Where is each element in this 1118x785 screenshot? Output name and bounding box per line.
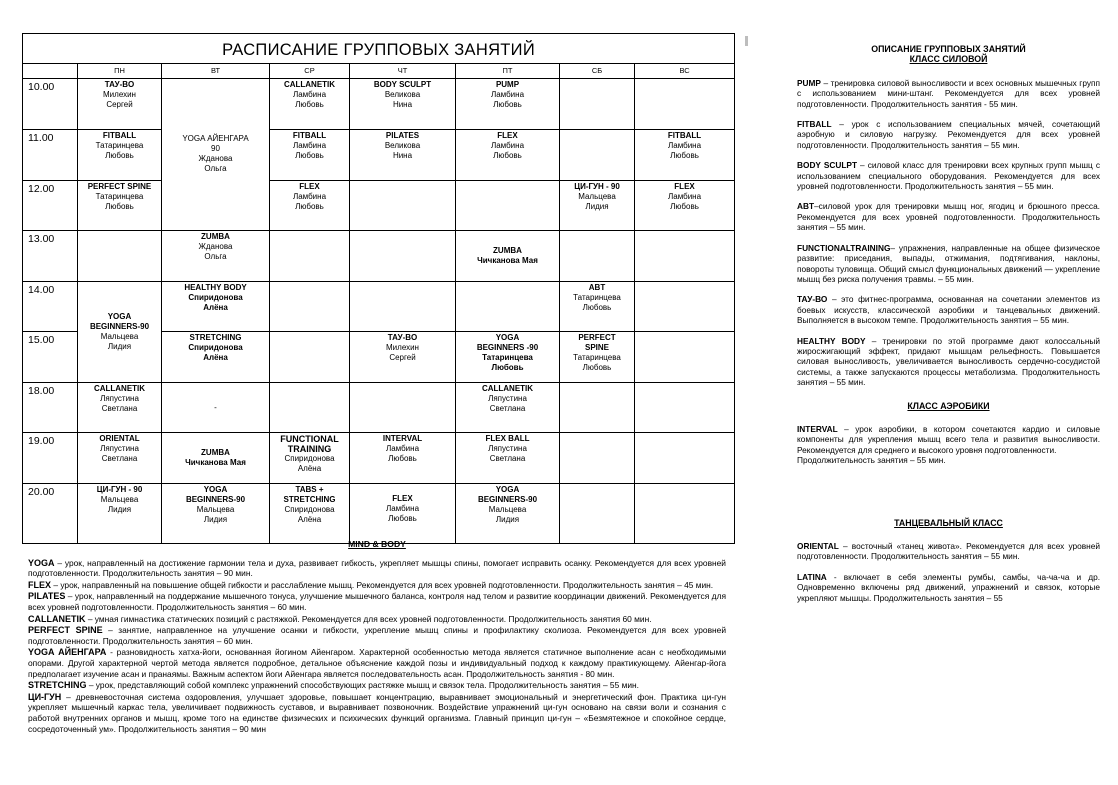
- class-cell: [560, 180, 635, 231]
- class-cell: [162, 484, 270, 544]
- empty-cell: [560, 484, 635, 544]
- class-name: YOGA: [107, 311, 132, 321]
- empty-cell: [635, 231, 735, 282]
- class-name: PILATES: [385, 131, 420, 140]
- empty-cell: [270, 281, 350, 332]
- trainer-line: Любовь: [388, 454, 417, 464]
- class-description: [28, 591, 726, 612]
- desc-text: –силовой урок для тренировки мышц ног, ягодиц и брюшного пресса. Рекомендуется для всех уровней подготовленности. Продолжительность занятия – 55 мин.: [797, 201, 1100, 233]
- class-cell: [78, 382, 162, 433]
- class-cell: [78, 180, 162, 231]
- class-description: [797, 78, 1100, 109]
- time-cell: 10.00: [23, 79, 78, 130]
- day-header: ПТ: [456, 63, 560, 78]
- class-name: HEALTHY BODY: [184, 282, 247, 292]
- day-header: СБ: [560, 63, 635, 78]
- trainer-line: Алёна: [297, 464, 322, 474]
- class-cell: [560, 332, 635, 383]
- trainer-line: Лидия: [107, 341, 132, 351]
- trainer-line: Мальцева: [100, 495, 139, 505]
- trainer-line: Светлана: [101, 454, 138, 464]
- trainer-line: Сергей: [389, 353, 416, 363]
- trainer-line: Светлана: [101, 403, 138, 413]
- class-cell: [78, 130, 162, 181]
- trainer-line: Любовь: [582, 302, 612, 312]
- trainer-line: Мальцева: [196, 505, 235, 515]
- trainer-line: Алёна: [297, 515, 322, 525]
- empty-cell: [270, 382, 350, 433]
- desc-text: – урок, направленный на поддержание мышечного тонуса, улучшение мышечного баланса, контроля над телом и развитие координации движений. Рекомендуется для всех уровней подготовленности. Продолжительность занятия – 60 мин.: [28, 591, 726, 612]
- class-name: ТАУ-BO: [387, 333, 418, 343]
- trainer-line: Ляпустина: [488, 393, 527, 403]
- mind-body-section: [28, 539, 726, 735]
- desc-class-name: BODY SCULPT: [797, 160, 858, 171]
- class-description: [797, 541, 1100, 562]
- class-cell: [350, 130, 456, 181]
- class-cell: [350, 484, 456, 544]
- class-cell: [78, 484, 162, 544]
- class-description: [28, 614, 726, 625]
- class-name-2: BEGINNERS-90: [89, 321, 150, 331]
- trainer-line: Татаринцева: [482, 353, 533, 363]
- day-header: ВТ: [162, 63, 270, 78]
- desc-text: – урок, представляющий собой комплекс упражнений способствующих растяжке мышц и связок тела. Продолжительность занятия – 55 мин.: [86, 680, 639, 691]
- description-title: ОПИСАНИЕ ГРУППОВЫХ ЗАНЯТИЙ: [871, 44, 1026, 54]
- class-description: [797, 201, 1100, 232]
- trainer-line: Любовь: [493, 151, 522, 160]
- class-name-2: BEGINNERS-90: [185, 495, 246, 505]
- class-cell: [270, 130, 350, 181]
- trainer-line: Ляпустина: [100, 444, 139, 454]
- desc-class-name: FLEX: [28, 579, 52, 590]
- desc-class-name: PERFECT SPINE: [28, 625, 103, 636]
- class-cell: [162, 332, 270, 383]
- empty-cell: [560, 130, 635, 181]
- desc-class-name: ТАУ-ВО: [797, 294, 828, 305]
- empty-cell: [270, 332, 350, 383]
- trainer-line: Светлана: [489, 403, 526, 413]
- empty-cell: [456, 281, 560, 332]
- time-cell: 20.00: [23, 484, 78, 544]
- trainer-line: Татаринцева: [573, 292, 621, 302]
- trainer-line: Ляпустина: [488, 444, 527, 454]
- trainer-line: Ляпустина: [100, 393, 139, 403]
- class-name-2: BEGINNERS-90: [477, 495, 538, 505]
- desc-text: – урок, направленный на достижение гармонии тела и духа, развивает гибкость, укрепляет мышцы спины, помогает исправить осанку. Рекомендуется для всех уровней подготовленности. Продолжительность занятия – 90 мин.: [28, 557, 726, 579]
- class-description: [797, 243, 1100, 285]
- class-name: FLEX: [674, 181, 695, 191]
- trainer-line: Милехин: [386, 343, 419, 353]
- class-description: [797, 336, 1100, 388]
- trainer-line: Чичканова Мая: [477, 255, 538, 265]
- day-header: ВС: [635, 63, 735, 78]
- trainer-line: Великова: [384, 90, 421, 100]
- class-name: ORIENTAL: [99, 434, 140, 444]
- class-description: [797, 119, 1100, 150]
- trainer-line: Любовь: [295, 201, 324, 211]
- class-cell: [456, 231, 560, 282]
- trainer-line: Ламбина: [292, 141, 327, 150]
- trainer-line: Спиридонова: [284, 454, 335, 464]
- class-name: PUMP: [495, 80, 520, 90]
- trainer-line: Милехин: [103, 90, 136, 100]
- trainer-line: Ламбина: [385, 504, 420, 514]
- desc-duration: Продолжительность занятия – 55 мин.: [797, 455, 946, 466]
- class-name: FITBALL: [667, 131, 702, 140]
- time-cell: 11.00: [23, 130, 78, 181]
- class-cell: [78, 433, 162, 484]
- empty-cell: [635, 79, 735, 130]
- trainer-line: Спиридонова: [188, 292, 243, 302]
- desc-class-name: HEALTHY BODY: [797, 335, 866, 346]
- trainer-line: Лидия: [495, 515, 520, 525]
- class-cell: [270, 484, 350, 544]
- desc-class-name: ЦИ-ГУН: [28, 691, 62, 702]
- desc-text: – древневосточная система оздоровления, улучшает здоровье, повышает концентрацию, выравнивает эмоциональный и энергетический фон. Практика ци-гун укрепляет мышечный каркас тела, увеличивает подвижность суставов, и выравнивает позвоночник. Воздействие упражнений ци-гун основано на связи воли и сознания с работой внутренних органов и мышц, кроме того на единстве физических и психических функций организма. Главный принцип ци-гун – «Безмятежное и спокойное сердце, сосредоточенный ум». Продолжительность занятия – 90 мин: [28, 691, 726, 734]
- dance-class-title: ТАНЦЕВАЛЬНЫЙ КЛАСС: [894, 517, 1003, 528]
- trainer-line: Сергей: [106, 100, 133, 110]
- empty-cell: [635, 382, 735, 433]
- desc-class-name: FITBALL: [797, 119, 832, 130]
- empty-cell: [560, 382, 635, 433]
- class-cell: [162, 281, 270, 332]
- desc-text: – упражнения, направленные на общее физическое развитие: приседания, выпады, отжимания, подтягивания, наклоны, повороты туловища. Общий смысл функциональных движений — укрепление мышц без риска получения травмы. – 55 мин.: [797, 242, 1100, 284]
- class-cell: [350, 433, 456, 484]
- class-name-2: STRETCHING: [283, 495, 336, 505]
- class-description: [797, 294, 1100, 325]
- aerobic-class-title: КЛАСС АЭРОБИКИ: [907, 400, 990, 411]
- trainer-line: Великова: [384, 141, 421, 150]
- class-name: YOGA: [495, 485, 520, 495]
- class-name: ZUMBA: [201, 232, 230, 242]
- trainer-line: Жданова: [198, 242, 233, 252]
- trainer-line: Любовь: [493, 100, 522, 110]
- trainer-line: Татаринцева: [573, 353, 621, 363]
- class-name: ZUMBA: [493, 245, 522, 255]
- class-name: YOGA: [495, 333, 520, 343]
- trainer-line: Ламбина: [668, 141, 702, 150]
- desc-class-name: PILATES: [28, 591, 66, 602]
- time-cell: 13.00: [23, 231, 78, 282]
- class-cell: [270, 180, 350, 231]
- empty-cell: [350, 281, 456, 332]
- trainer-line: Ольга: [204, 252, 227, 262]
- class-name: FLEX BALL: [485, 434, 530, 444]
- class-name: TABS +: [295, 485, 324, 495]
- trainer-line: Нина: [392, 151, 413, 160]
- schedule-table: [22, 33, 735, 544]
- trainer-line: Мальцева: [578, 191, 616, 201]
- empty-cell: [635, 281, 735, 332]
- class-description: [28, 680, 726, 691]
- strength-class-title: КЛАСС СИЛОВОЙ: [909, 54, 988, 65]
- desc-text: – умная гимнастика статических позиций с растяжкой. Рекомендуется для всех уровней подготовленности. Продолжительность занятия 60 мин.: [85, 613, 652, 624]
- class-name-2: 90: [211, 144, 220, 154]
- class-name: ЦИ-ГУН - 90: [574, 181, 620, 191]
- mind-body-title: MIND & BODY: [348, 539, 406, 549]
- class-name: ABT: [588, 282, 606, 292]
- day-header: СР: [270, 63, 350, 78]
- class-name: FITBALL: [102, 131, 137, 140]
- class-cell: [270, 433, 350, 484]
- trainer-line: Жданова: [198, 154, 233, 164]
- trainer-line: Спиридонова: [188, 343, 243, 353]
- empty-cell: [560, 231, 635, 282]
- trainer-line: Любовь: [491, 363, 524, 373]
- empty-cell: [456, 180, 560, 231]
- trainer-line: Любовь: [388, 514, 417, 524]
- class-cell: [162, 231, 270, 282]
- class-cell: [456, 79, 560, 130]
- class-name-2: SPINE: [584, 343, 609, 353]
- desc-class-name: ORIENTAL: [797, 541, 839, 551]
- desc-class-name: CALLANETIK: [28, 613, 86, 624]
- desc-text: – тренировки по этой программе дают колоссальный жиросжигающий эффект, придают мышцам рельефность. Повышается силовая выносливость, увеличивается выносливость сердечно-сосудистой системы, а также запускаются процессы метаболизма. Продолжительность занятия – 55 мин.: [797, 335, 1100, 388]
- class-description: [28, 558, 726, 579]
- class-cell: [635, 130, 735, 181]
- desc-text: – это фитнес-программа, основанная на сочетании элементов из боевых искусств, классической аэробики и танцевальных движений. Выполняется в высоком темпе. Продолжительность занятия – 55 мин.: [797, 294, 1100, 326]
- class-name: YOGA: [203, 485, 228, 495]
- trainer-line: Спиридонова: [284, 505, 335, 515]
- class-name: CALLANETIK: [283, 80, 336, 90]
- trainer-line: Ламбина: [490, 141, 525, 150]
- trainer-line: Чичканова Мая: [185, 458, 246, 468]
- class-cell: [456, 332, 560, 383]
- trainer-line: Любовь: [295, 151, 324, 160]
- class-name: ЦИ-ГУН - 90: [96, 485, 143, 495]
- desc-class-name: YOGA АЙЕНГАРА: [28, 647, 107, 658]
- desc-class-name: INTERVAL: [797, 423, 838, 434]
- trainer-line: Ламбина: [385, 444, 420, 454]
- class-cell: [162, 79, 270, 231]
- empty-cell: [635, 433, 735, 484]
- class-cell: [78, 79, 162, 130]
- trainer-line: Ламбина: [292, 191, 327, 201]
- class-description: [28, 692, 726, 734]
- trainer-line: Ольга: [204, 164, 227, 174]
- class-name: FLEX: [392, 494, 413, 504]
- day-header: ПН: [78, 63, 162, 78]
- day-header: ЧТ: [350, 63, 456, 78]
- desc-class-name: STRETCHING: [28, 680, 87, 691]
- class-cell: [560, 281, 635, 332]
- trainer-line: Мальцева: [100, 331, 139, 341]
- desc-text: – силовой класс для тренировки всех крупных групп мышц с использованием специального оборудования. Рекомендуется для всех уровней подготовленности. Продолжительность занятия – 55 мин.: [797, 160, 1100, 192]
- trainer-line: Мальцева: [488, 505, 527, 515]
- desc-class-name: LATINA: [797, 571, 827, 582]
- desc-text: – урок с использованием специальных мячей, сочетающий аэробную и силовую нагрузку. Рекомендуется для всех уровней подготовленности. Продолжительность занятия – 55 мин.: [797, 119, 1100, 150]
- trainer-line: Алёна: [203, 302, 228, 312]
- trainer-line: Любовь: [582, 363, 612, 373]
- desc-class-name: ABT: [797, 201, 815, 212]
- class-cell: [162, 382, 270, 433]
- trainer-line: Лидия: [203, 515, 228, 525]
- empty-cell: [350, 382, 456, 433]
- class-description: [28, 580, 726, 591]
- class-name: FITBALL: [292, 131, 327, 140]
- empty-cell: [270, 231, 350, 282]
- trainer-line: Алёна: [203, 353, 228, 363]
- class-name: ZUMBA: [201, 448, 230, 458]
- desc-text: – урок, направленный на повышение общей гибкости и расслабление мышц. Рекомендуется для всех уровней подготовленности. Продолжительность занятия – 45 мин.: [51, 579, 714, 590]
- class-cell: [162, 433, 270, 484]
- class-name: PERFECT SPINE: [87, 181, 152, 191]
- class-cell: [456, 484, 560, 544]
- trainer-line: Татаринцева: [95, 191, 144, 201]
- class-cell: [456, 130, 560, 181]
- trainer-line: Лидия: [585, 201, 609, 211]
- empty-cell: [350, 231, 456, 282]
- trainer-line: Ламбина: [668, 191, 702, 201]
- desc-text: – занятие, направленное на улучшение осанки и гибкости, укрепление мышц спины и профилактику сколиоза. Рекомендуется для всех уровней подготовленности. Продолжительность занятия – 60 мин.: [28, 625, 726, 646]
- class-cell: [78, 281, 162, 382]
- class-name: FLEX: [497, 131, 518, 140]
- class-name: FLEX: [299, 181, 320, 191]
- empty-cell: [635, 484, 735, 544]
- class-description: [797, 572, 1100, 603]
- class-name-2: TRAINING: [287, 444, 332, 455]
- trainer-line: Любовь: [670, 201, 699, 211]
- time-cell: 12.00: [23, 180, 78, 231]
- class-cell: [456, 433, 560, 484]
- desc-class-name: FUNCTIONALTRAINING: [797, 242, 891, 253]
- class-name: YOGA АЙЕНГАРА: [182, 134, 249, 144]
- empty-cell: [635, 332, 735, 383]
- class-name: -: [214, 402, 217, 412]
- desc-text: – тренировка силовой выносливости и всех основных мышечных групп с использованием мини-штанг. Рекомендуется для всех уровней подготовленности. Продолжительность занятия - 55 мин.: [797, 77, 1100, 109]
- trainer-line: Ламбина: [292, 90, 327, 100]
- class-description: [797, 424, 1100, 455]
- trainer-line: Ламбина: [490, 90, 525, 100]
- class-name: INTERVAL: [382, 434, 423, 444]
- schedule-title: РАСПИСАНИЕ ГРУППОВЫХ ЗАНЯТИЙ: [23, 34, 735, 64]
- class-name: ТАУ-BO: [104, 80, 135, 90]
- trainer-line: Лидия: [107, 505, 132, 515]
- trainer-line: Светлана: [489, 454, 526, 464]
- description-column: [797, 44, 1100, 603]
- desc-text: – урок аэробики, в котором сочетаются кардио и силовые компоненты для укрепления мышц всего тела и развития выносливости. Рекомендуется для среднего и высокого уровня подготовленности.: [797, 423, 1100, 455]
- time-cell: 15.00: [23, 332, 78, 383]
- desc-text: – восточный «танец живота». Рекомендуется для всех уровней подготовленности. Продолжительность занятия – 55 мин.: [797, 541, 1100, 562]
- class-cell: [456, 382, 560, 433]
- trainer-line: Нина: [392, 100, 413, 110]
- class-cell: [270, 79, 350, 130]
- time-cell: 19.00: [23, 433, 78, 484]
- class-description: [28, 625, 726, 646]
- class-name-2: BEGINNERS -90: [476, 343, 539, 353]
- trainer-line: Любовь: [295, 100, 324, 110]
- class-description: [797, 160, 1100, 191]
- trainer-line: Любовь: [105, 201, 134, 211]
- desc-class-name: YOGA: [28, 557, 55, 568]
- class-description: [28, 647, 726, 679]
- class-name: CALLANETIK: [481, 383, 534, 393]
- empty-cell: [560, 433, 635, 484]
- empty-cell: [350, 180, 456, 231]
- class-name: CALLANETIK: [93, 383, 146, 393]
- page-divider-mark: [745, 36, 748, 46]
- class-name: FUNCTIONAL: [280, 434, 339, 445]
- class-name: PERFECT: [578, 333, 616, 343]
- desc-text: - включает в себя элементы румбы, самбы, ча-ча-ча и др. Одновременно включены ряд движений, упражнений и связок, которые укрепляют мышцы. Продолжительность занятия – 55: [797, 571, 1100, 603]
- empty-cell: [78, 231, 162, 282]
- class-name: BODY SCULPT: [373, 80, 432, 90]
- class-cell: [635, 180, 735, 231]
- class-cell: [350, 79, 456, 130]
- trainer-line: Любовь: [670, 151, 699, 160]
- time-cell: 14.00: [23, 281, 78, 332]
- trainer-line: Любовь: [105, 151, 134, 160]
- class-name: STRETCHING: [189, 333, 242, 343]
- corner-cell: [23, 63, 78, 78]
- desc-text: - разновидность хатха-йоги, основанная йогином Айенгаром. Характерной особенностью метода является статичное выполнение асан с необходимыми опорами. Другой характерной чертой метода является подробное, детальное объяснение каждой позы и индивидуальный подход к каждому практикующему. Айенгар-йога предполагает изучение асан и пранаямы. Важным аспектом йоги Айенгара является последовательность асан. Продолжительность занятия - 80 мин.: [28, 647, 727, 679]
- time-cell: 18.00: [23, 382, 78, 433]
- empty-cell: [560, 79, 635, 130]
- trainer-line: Татаринцева: [95, 141, 144, 150]
- desc-class-name: PUMP: [797, 77, 821, 88]
- class-cell: [350, 332, 456, 383]
